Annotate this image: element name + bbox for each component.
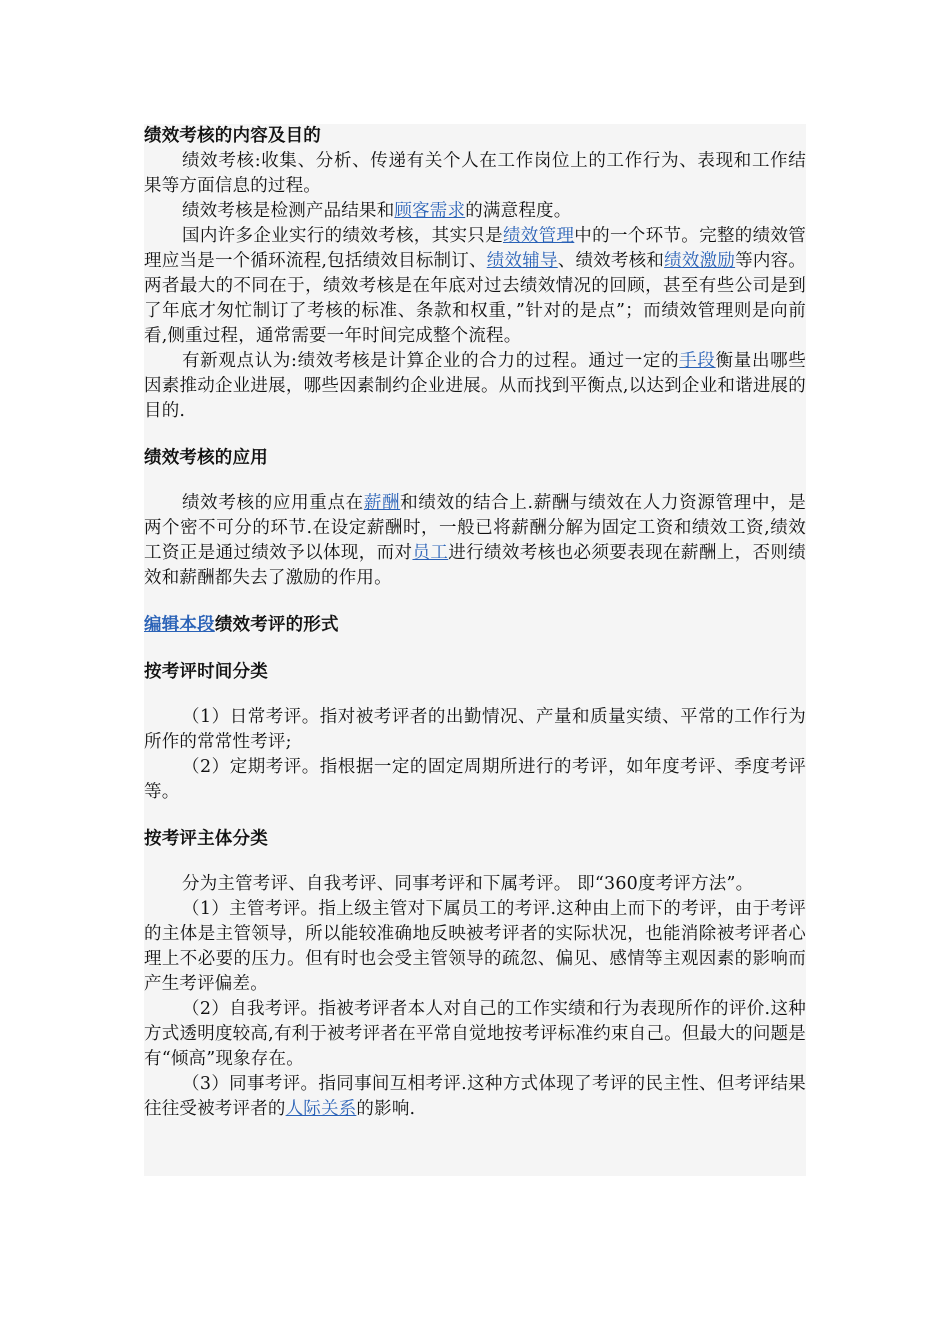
link-performance-coaching[interactable]: 绩效辅导 <box>486 251 558 271</box>
heading-application: 绩效考核的应用 <box>144 448 268 468</box>
paragraph-supervisor-evaluation: （1）主管考评。指上级主管对下属员工的考评.这种由上而下的考评，由于考评的主体是主管领导，所以能较准确地反映被考评者的实际状况，也能消除被考评者心理上不必要的压力。但有时也会受主管领导的疏忽、偏见、感情等主观因素的影响而产生考评偏差。 <box>144 899 806 994</box>
heading-evaluation-forms: 编辑本段绩效考评的形式 <box>144 615 339 635</box>
paragraph-definition: 绩效考核:收集、分析、传递有关个人在工作岗位上的工作行为、表现和工作结果等方面信息的过程。 <box>144 151 806 196</box>
heading-by-time: 按考评时间分类 <box>144 662 268 682</box>
link-employee[interactable]: 员工 <box>412 543 449 563</box>
link-customer-demand[interactable]: 顾客需求 <box>394 201 466 221</box>
paragraph-peer-evaluation: （3）同事考评。指同事间互相考评.这种方式体现了考评的民主性、但考评结果往往受被考评者的人际关系的影响. <box>144 1074 806 1119</box>
paragraph-daily-evaluation: （1）日常考评。指对被考评者的出勤情况、产量和质量实绩、平常的工作行为所作的常常性考评; <box>144 707 806 752</box>
link-performance-incentive[interactable]: 绩效激励 <box>664 251 736 271</box>
paragraph-application: 绩效考核的应用重点在薪酬和绩效的结合上.薪酬与绩效在人力资源管理中，是两个密不可分的环节.在设定薪酬时，一般已将薪酬分解为固定工资和绩效工资,绩效工资正是通过绩效予以体现，而对员工进行绩效考核也必须要表现在薪酬上，否则绩效和薪酬都失去了激励的作用。 <box>144 493 807 588</box>
edit-section-link[interactable]: 编辑本段 <box>144 615 215 635</box>
paragraph-domestic-practice: 国内许多企业实行的绩效考核，其实只是绩效管理中的一个环节。完整的绩效管理应当是一个循环流程,包括绩效目标制订、绩效辅导、绩效考核和绩效激励等内容。两者最大的不同在于，绩效考核是在年底对过去绩效情况的回顾，甚至有些公司是到了年底才匆忙制订了考核的标准、条款和权重，”针对的是点”；而绩效管理则是向前看,侧重过程，通常需要一年时间完成整个流程。 <box>144 226 806 346</box>
paragraph-detection: 绩效考核是检测产品结果和顾客需求的满意程度。 <box>182 201 572 221</box>
heading-content-and-purpose: 绩效考核的内容及目的 <box>144 126 321 146</box>
paragraph-self-evaluation: （2）自我考评。指被考评者本人对自己的工作实绩和行为表现所作的评价.这种方式透明度较高,有利于被考评者在平常自觉地按考评标准约束自己。但最大的问题是有“倾高”现象存在。 <box>144 999 806 1069</box>
link-salary[interactable]: 薪酬 <box>363 493 401 513</box>
document-body <box>144 124 806 1122</box>
paragraph-periodic-evaluation: （2）定期考评。指根据一定的固定周期所进行的考评，如年度考评、季度考评等。 <box>144 757 806 802</box>
link-interpersonal-relations[interactable]: 人际关系 <box>285 1099 357 1119</box>
paragraph-360-intro: 分为主管考评、自我考评、同事考评和下属考评。 即“360度考评方法”。 <box>182 874 754 894</box>
link-means[interactable]: 手段 <box>679 351 716 371</box>
heading-by-subject: 按考评主体分类 <box>144 829 268 849</box>
paragraph-new-view: 有新观点认为:绩效考核是计算企业的合力的过程。通过一定的手段衡量出哪些因素推动企业进展，哪些因素制约企业进展。从而找到平衡点,以达到企业和谐进展的目的. <box>144 351 807 421</box>
link-performance-management[interactable]: 绩效管理 <box>502 226 575 246</box>
